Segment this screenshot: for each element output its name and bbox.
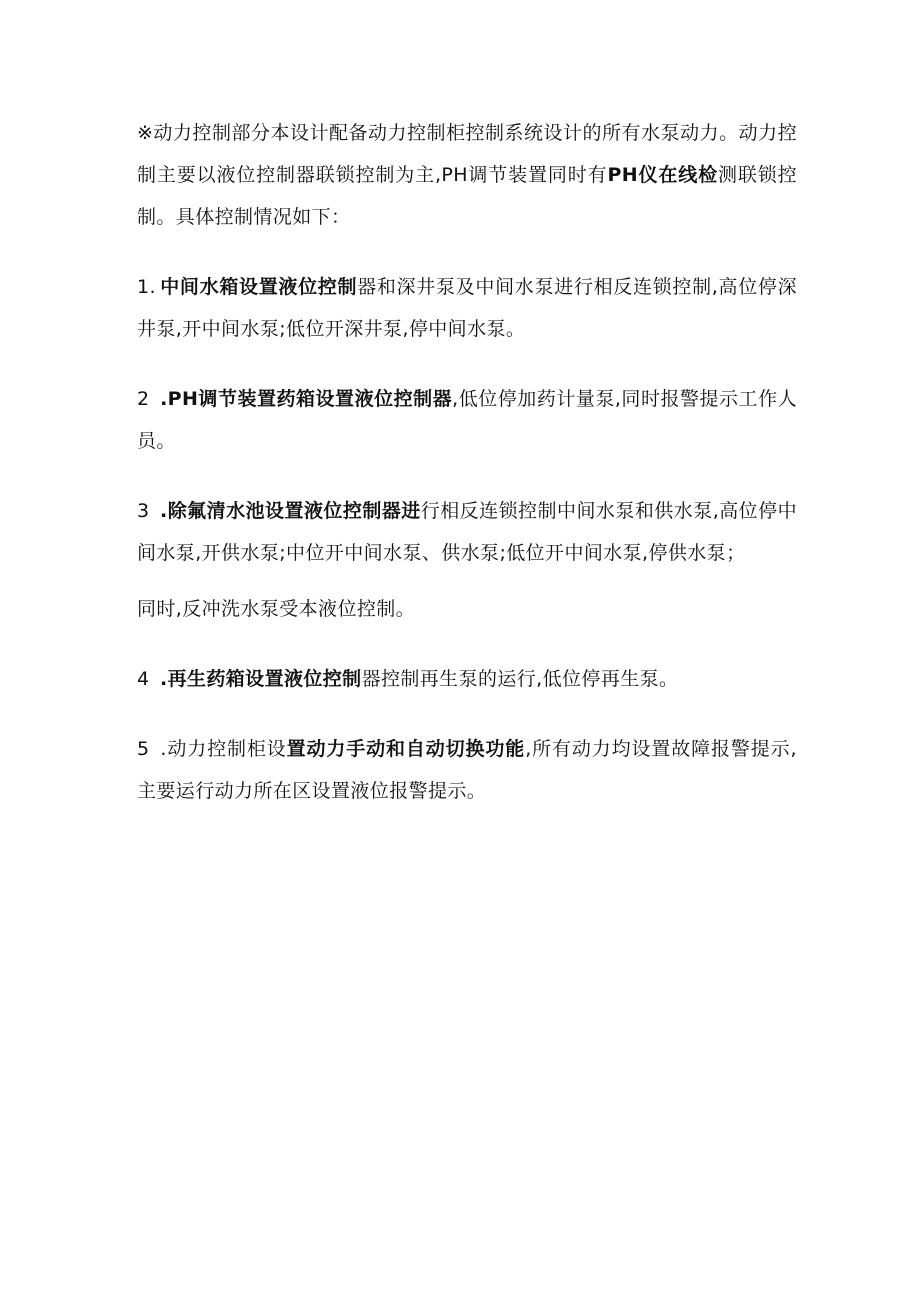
item-5-bold: 置动力手动和自动切换功能 <box>286 738 526 760</box>
item-2-text: ,低位停加药计量泵,同时报警提示工作人员。 <box>137 388 797 452</box>
item-2-bold: .PH调节装置药箱设置液位控制器 <box>160 388 453 410</box>
intro-text-2: 测联锁控制。具体控制情况如下： <box>137 164 797 228</box>
item-5-text-1: .动力控制柜设 <box>160 738 287 760</box>
item-1-bold: 中间水箱设置液位控制 <box>159 276 358 298</box>
item-5-text-2: ,所有动力均设置故障报警提示,主要运行动力所在区设置液位报警提示。 <box>137 738 797 802</box>
item-4-number: 4 <box>137 668 150 690</box>
item-5-paragraph <box>137 728 797 812</box>
item-4-paragraph <box>137 658 797 700</box>
item-1-paragraph <box>137 266 797 350</box>
document-body <box>137 112 797 840</box>
intro-paragraph <box>137 112 797 238</box>
item-5-number: 5 <box>137 738 150 760</box>
item-4-bold: .再生药箱设置液位控制 <box>159 668 362 690</box>
item-3-text: 行相反连锁控制中间水泵和供水泵,高位停中间水泵,开供水泵;中位开中间水泵、供水泵;低位开中间水泵,停供水泵； <box>137 500 797 564</box>
item-2-paragraph <box>137 378 797 462</box>
intro-bold-1: PH仪在线检 <box>607 164 718 186</box>
item-1-number: 1. <box>137 276 156 298</box>
item-3-bold: .除氟清水池设置液位控制器进 <box>160 500 421 522</box>
item-2-number: 2 <box>137 388 150 410</box>
item-3-followup-text: 同时,反冲洗水泵受本液位控制。 <box>137 598 416 620</box>
item-1-text: 器和深井泵及中间水泵进行相反连锁控制,高位停深井泵,开中间水泵;低位开深井泵,停中间水泵。 <box>137 276 797 340</box>
item-3-number: 3 <box>137 500 150 522</box>
item-4-text: 器控制再生泵的运行,低位停再生泵。 <box>361 668 679 690</box>
intro-text-1: ※动力控制部分本设计配备动力控制柜控制系统设计的所有水泵动力。动力控制主要以液位控制器联锁控制为主,PH调节装置同时有 <box>137 122 797 186</box>
item-3-followup-paragraph <box>137 588 797 630</box>
item-3-paragraph <box>137 490 797 574</box>
